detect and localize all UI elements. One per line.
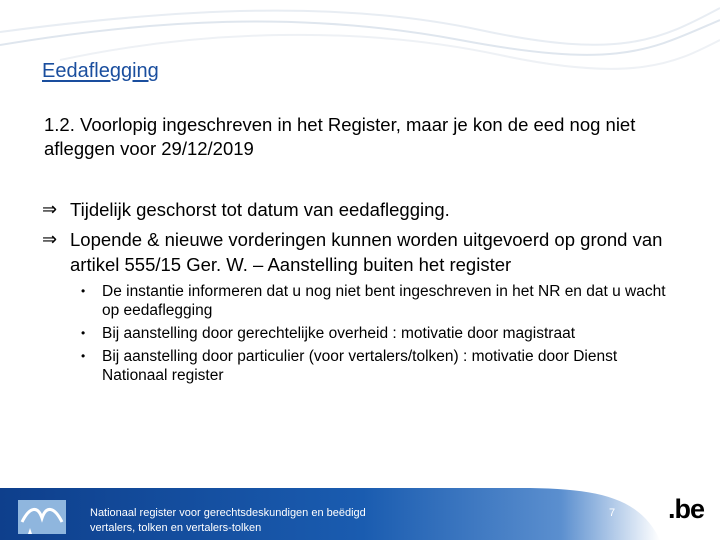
bullet-text: Bij aanstelling door gerechtelijke overheid : motivatie door magistraat <box>102 325 575 342</box>
justice-logo-icon <box>14 494 70 538</box>
footer-text: Nationaal register voor gerechtsdeskundigen en beëdigd vertalers, tolken en vertalers-tolken <box>90 507 366 534</box>
implies-arrow-icon: ⇒ <box>42 229 58 250</box>
be-logo: .be <box>668 494 705 524</box>
slide-title: Eedaflegging <box>42 60 159 82</box>
arrow-item-text: Lopende & nieuwe vorderingen kunnen worden uitgevoerd op grond van artikel 555/15 Ger. W. – Aanstelling buiten het register <box>70 229 663 275</box>
page-number: 7 <box>609 507 616 519</box>
bullet-icon: • <box>81 349 86 363</box>
list-item <box>78 282 678 320</box>
section-heading: 1.2. Voorlopig ingeschreven in het Register, maar je kon de eed nog niet afleggen voor 29/12/2019 <box>44 114 636 159</box>
arrow-item <box>42 227 702 277</box>
arrow-list <box>42 197 702 282</box>
bullet-list <box>78 282 678 389</box>
bullet-icon: • <box>81 284 86 298</box>
list-item <box>78 324 678 343</box>
arrow-item-text: Tijdelijk geschorst tot datum van eedaflegging. <box>70 199 450 220</box>
bullet-text: De instantie informeren dat u nog niet bent ingeschreven in het NR en dat u wacht op eedaflegging <box>102 283 666 319</box>
bullet-text: Bij aanstelling door particulier (voor vertalers/tolken) : motivatie door Dienst Nationaal register <box>102 348 618 384</box>
bullet-icon: • <box>81 326 86 340</box>
list-item <box>78 347 678 385</box>
arrow-item <box>42 197 702 222</box>
implies-arrow-icon: ⇒ <box>42 199 58 220</box>
